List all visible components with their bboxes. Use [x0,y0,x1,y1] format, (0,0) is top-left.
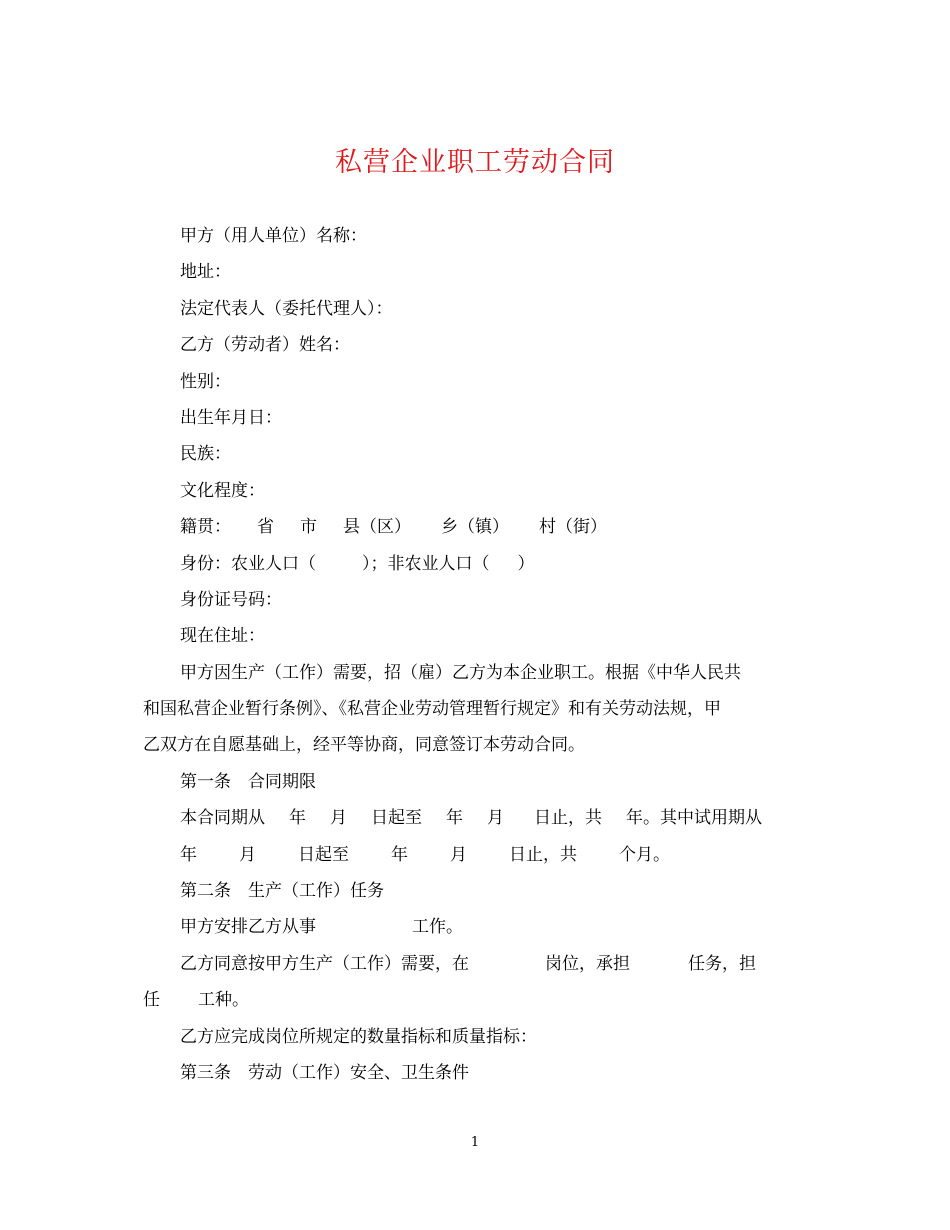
preamble-line-1: 甲方因生产（工作）需要，招（雇）乙方为本企业职工。根据《中华人民共 [180,662,741,683]
term-end-year-label: 年 [446,808,463,829]
probation-from-label: 年。其中试用期从 [626,808,762,829]
probation-end-year-label: 年 [391,844,408,865]
term-year-label: 年 [289,808,306,829]
article-3-heading: 第三条 劳动（工作）安全、卫生条件 [180,1062,469,1083]
township-label: 乡（镇） [441,517,509,538]
trade-line [143,982,808,1018]
term-from-label: 本合同期从 [180,808,265,829]
job-work-label: 工作。 [412,917,463,938]
position-intro-label: 乙方同意按甲方生产（工作）需要，在 [180,953,469,974]
position-line [143,946,808,982]
page-number: 1 [470,1135,480,1150]
term-day-to-label: 日起至 [371,808,422,829]
identity-line [143,546,808,582]
trade-label: 工种。 [198,990,249,1011]
quota-line: 乙方应完成岗位所规定的数量指标和质量指标： [180,1026,537,1047]
province-label: 省 [257,517,274,538]
native-place-line [143,509,808,545]
preamble-line-3: 乙双方在自愿基础上，经平等协商，同意签订本劳动合同。 [143,735,585,756]
probation-months-label: 个月。 [619,844,670,865]
education-line: 文化程度： [180,480,265,501]
term-end-month-label: 月 [487,808,504,829]
trade-prefix-label: 任 [143,990,160,1011]
probation-year-label: 年 [180,844,197,865]
address-line: 地址： [180,262,231,283]
party-b-name-line: 乙方（劳动者）姓名： [180,335,350,356]
contract-term-line [143,800,808,836]
village-label: 村（街） [539,517,607,538]
term-month-label: 月 [330,808,347,829]
document-title: 私营企业职工劳动合同 [335,147,615,178]
agricultural-label: 身份：农业人口（ [180,553,316,574]
probation-total-label: 日止，共 [509,844,577,865]
probation-line [143,837,808,873]
article-1-heading: 第一条 合同期限 [180,771,316,792]
id-number-line: 身份证号码： [180,589,282,610]
task-label: 任务，担 [688,953,756,974]
ethnicity-line: 民族： [180,444,231,465]
non-agricultural-label: ）；非农业人口（ [362,553,490,574]
city-label: 市 [300,517,317,538]
probation-month-label: 月 [239,844,256,865]
job-assignment-line [143,909,808,945]
probation-day-to-label: 日起至 [298,844,349,865]
identity-close-paren: ） [517,553,535,574]
term-total-label: 日止，共 [534,808,602,829]
county-label: 县（区） [343,517,411,538]
current-address-line: 现在住址： [180,626,265,647]
legal-rep-line: 法定代表人（委托代理人）： [180,298,393,319]
document-body [143,218,808,1091]
party-a-name-line: 甲方（用人单位）名称： [180,226,367,246]
preamble-line-2: 和国私营企业暂行条例》、《私营企业劳动管理暂行规定》和有关劳动法规，甲 [143,699,721,720]
birthdate-line: 出生年月日： [180,407,282,428]
gender-line: 性别： [180,371,231,392]
probation-end-month-label: 月 [450,844,467,865]
article-2-heading: 第二条 生产（工作）任务 [180,881,384,902]
position-label: 岗位，承担 [545,953,630,974]
job-assignment-label: 甲方安排乙方从事 [180,917,316,938]
native-place-label: 籍贯： [180,517,231,538]
